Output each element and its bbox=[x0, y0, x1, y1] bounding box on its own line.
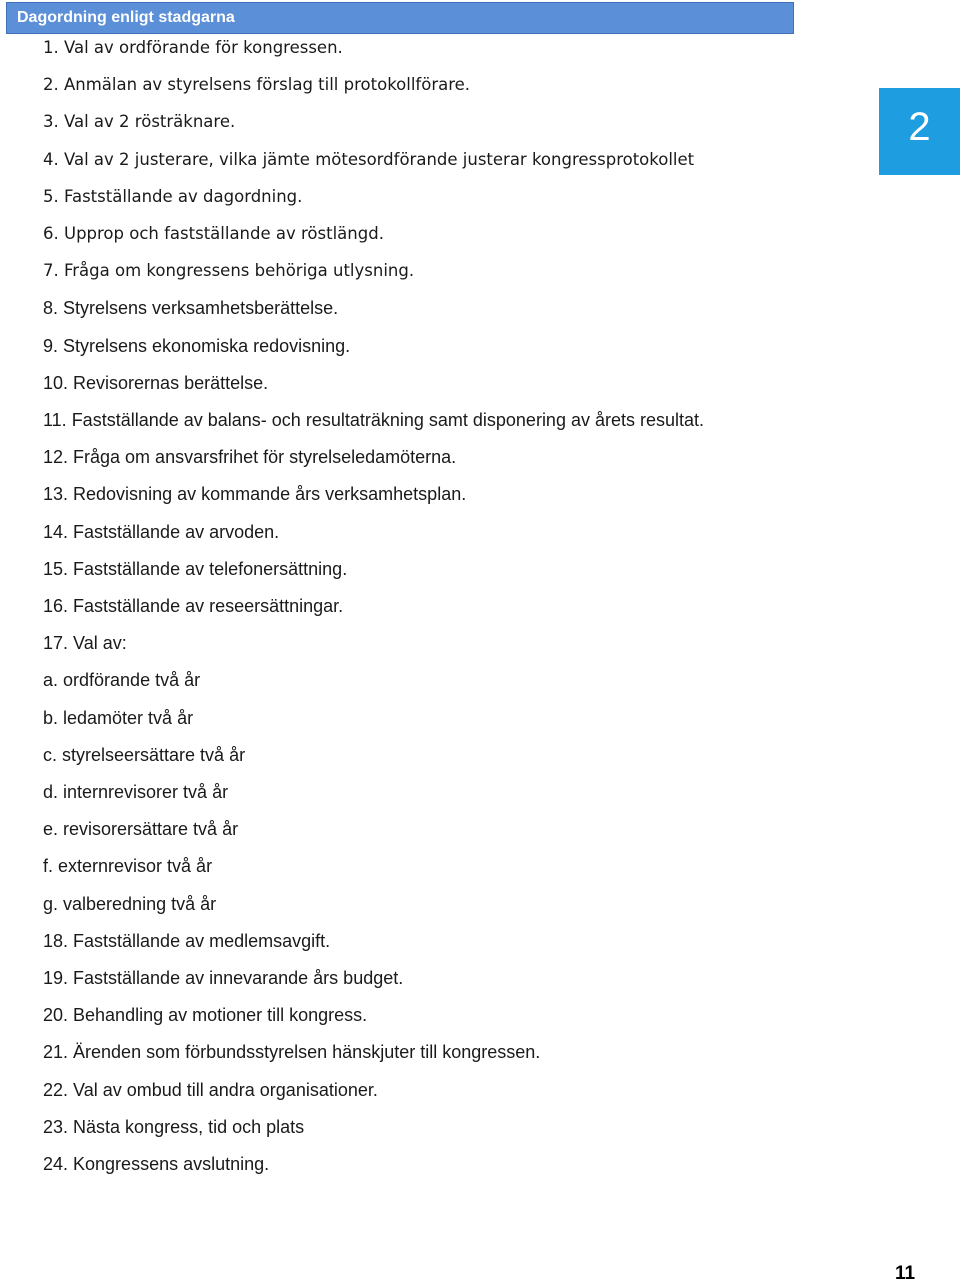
agenda-item: 7. Fråga om kongressens behöriga utlysning. bbox=[43, 261, 415, 280]
agenda-item: 19. Fastställande av innevarande års budget. bbox=[43, 968, 404, 988]
agenda-item: a. ordförande två år bbox=[43, 670, 201, 690]
section-title: Dagordning enligt stadgarna bbox=[17, 9, 235, 26]
agenda-item: 5. Fastställande av dagordning. bbox=[43, 187, 303, 206]
agenda-item: 8. Styrelsens verksamhetsberättelse. bbox=[43, 298, 339, 318]
agenda-item: g. valberedning två år bbox=[43, 894, 217, 914]
agenda-item: f. externrevisor två år bbox=[43, 856, 213, 876]
agenda-item: 24. Kongressens avslutning. bbox=[43, 1154, 270, 1174]
page-number: 11 bbox=[895, 1263, 916, 1284]
agenda-item: d. internrevisorer två år bbox=[43, 782, 229, 802]
agenda-item: 16. Fastställande av reseersättningar. bbox=[43, 596, 344, 616]
agenda-item: 13. Redovisning av kommande års verksamhetsplan. bbox=[43, 484, 467, 504]
agenda-item: 14. Fastställande av arvoden. bbox=[43, 522, 280, 542]
agenda-item: 6. Upprop och fastställande av röstlängd. bbox=[43, 224, 384, 243]
agenda-item: 10. Revisorernas berättelse. bbox=[43, 373, 269, 393]
agenda-item: c. styrelseersättare två år bbox=[43, 745, 246, 765]
chapter-tab bbox=[879, 88, 960, 175]
agenda-item: 9. Styrelsens ekonomiska redovisning. bbox=[43, 336, 351, 356]
agenda-item: 21. Ärenden som förbundsstyrelsen hänskjuter till kongressen. bbox=[43, 1042, 541, 1062]
agenda-item: 3. Val av 2 rösträknare. bbox=[43, 112, 236, 131]
agenda-item: 2. Anmälan av styrelsens förslag till protokollförare. bbox=[43, 75, 471, 94]
agenda-item: b. ledamöter två år bbox=[43, 708, 194, 728]
agenda-item: 18. Fastställande av medlemsavgift. bbox=[43, 931, 331, 951]
agenda-item: 15. Fastställande av telefonersättning. bbox=[43, 559, 348, 579]
agenda-item: e. revisorersättare två år bbox=[43, 819, 239, 839]
section-header-bar bbox=[6, 2, 794, 34]
agenda-item: 20. Behandling av motioner till kongress. bbox=[43, 1005, 368, 1025]
agenda-item: 22. Val av ombud till andra organisationer. bbox=[43, 1080, 378, 1100]
agenda-item: 1. Val av ordförande för kongressen. bbox=[43, 38, 343, 57]
agenda-item: 12. Fråga om ansvarsfrihet för styrelseledamöterna. bbox=[43, 447, 457, 467]
chapter-number: 2 bbox=[908, 105, 931, 149]
agenda-item: 4. Val av 2 justerare, vilka jämte mötesordförande justerar kongressprotokollet bbox=[43, 150, 695, 169]
agenda-item: 17. Val av: bbox=[43, 633, 127, 653]
agenda-item: 11. Fastställande av balans- och resultaträkning samt disponering av årets resultat. bbox=[43, 410, 705, 430]
agenda-item: 23. Nästa kongress, tid och plats bbox=[43, 1117, 305, 1137]
